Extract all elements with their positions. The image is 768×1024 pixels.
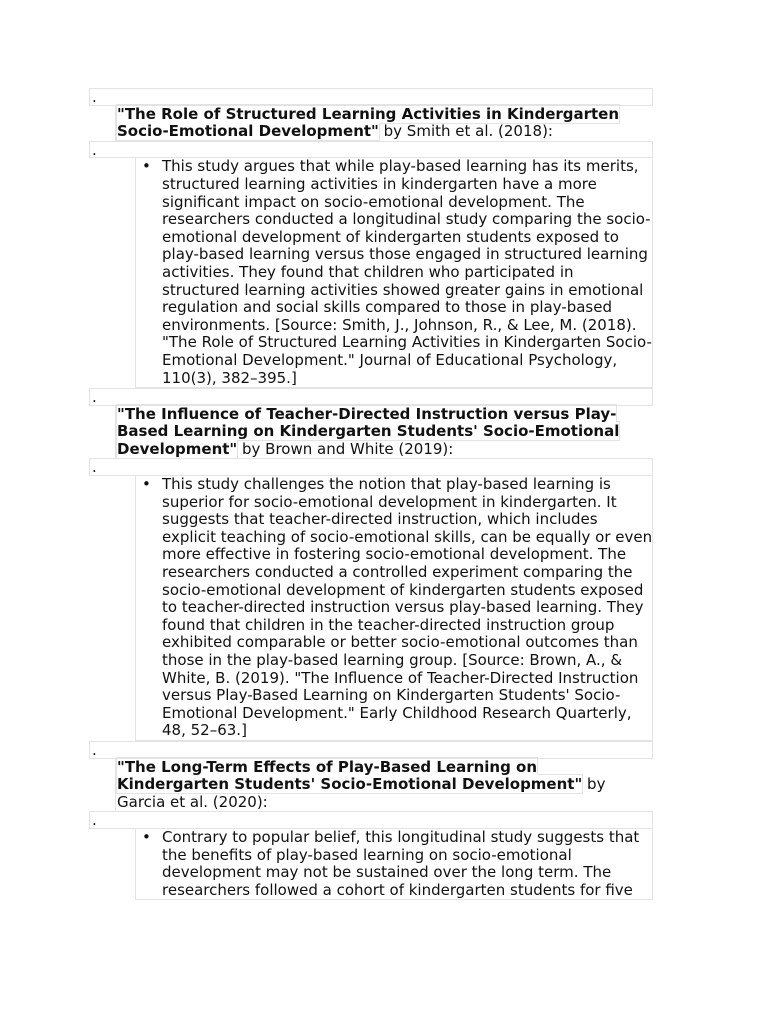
entry-byline: by Garcia et al. (2020): (117, 775, 606, 811)
entry-heading (115, 106, 643, 141)
bullet-icon: • (142, 827, 151, 846)
bullet-icon: • (142, 157, 151, 176)
entry-title: "The Long-Term Effects of Play-Based Learning on Kindergarten Students' Socio-Emotional Development" (117, 757, 583, 794)
entry-summary: This study argues that while play-based learning has its merits, structured learning activities in kindergarten have a more significant impact on socio-emotional development. The researchers conducted a longitudinal study comparing the socio-emotional development of kindergarten students exposed to play-based learning versus those engaged in structured learning activities. They found that children who participated in structured learning activities showed greater gains in emotional regulation and social skills compared to those in play-based environments. [Source: Smith, J., Johnson, R., & Lee, M. (2018). "The Role of Structured Learning Activities in Kindergarten Socio-Emotional Development." Journal of Educational Psychology, 110(3), 382–395.] (162, 157, 652, 387)
bullet-icon: • (142, 475, 151, 494)
entry-summary-list (135, 829, 653, 900)
entry-summary: Contrary to popular belief, this longitudinal study suggests that the benefits of play-based learning on socio-emotional development may not be sustained over the long term. The researchers followed a cohort of kindergarten students for five (162, 827, 640, 899)
entry-title: "The Role of Structured Learning Activities in Kindergarten Socio-Emotional Development" (117, 104, 620, 141)
separator-dot: . (89, 88, 653, 106)
separator-dot: . (89, 741, 653, 759)
separator-dot: . (89, 141, 653, 159)
entry-heading (115, 406, 643, 459)
separator-dot: . (89, 458, 653, 476)
entry-byline: by Smith et al. (2018): (378, 122, 553, 141)
entry-title: "The Influence of Teacher-Directed Instruction versus Play-Based Learning on Kindergarten Students' Socio-Emotional Development" (117, 404, 620, 458)
entry-summary-list (135, 476, 653, 741)
entry-summary-list (135, 158, 653, 388)
document-body (89, 88, 653, 900)
separator-dot: . (89, 388, 653, 406)
entry-summary: This study challenges the notion that play-based learning is superior for socio-emotional development in kindergarten. It suggests that teacher-directed instruction, which includes explicit teaching of socio-emotional skills, can be equally or even more effective in fostering socio-emotional development. The researchers conducted a controlled experiment comparing the socio-emotional development of kindergarten students exposed to teacher-directed instruction versus play-based learning. They found that children in the teacher-directed instruction group exhibited comparable or better socio-emotional outcomes than those in the play-based learning group. [Source: Brown, A., & White, B. (2019). "The Influence of Teacher-Directed Instruction versus Play-Based Learning on Kindergarten Students' Socio-Emotional Development." Early Childhood Research Quarterly, 48, 52–63.] (162, 475, 653, 740)
entry-byline: by Brown and White (2019): (237, 439, 454, 458)
separator-dot: . (89, 811, 653, 829)
entry-heading (115, 759, 643, 812)
